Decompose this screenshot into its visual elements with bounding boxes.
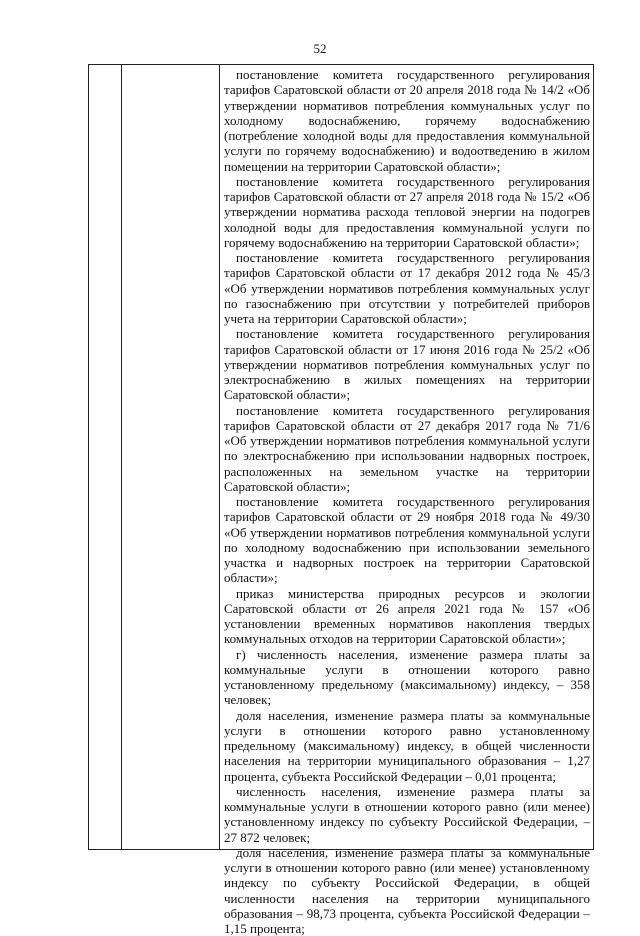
paragraph-population-share-max-index: доля населения, изменение размера платы за коммунальные услуги в отношении которого равно установленному предельному (максимальному) индексу, в общей численности населения на территории муниципального образования – 1,27 процента, субъекта Российской Федерации – 0,01 процента;: [224, 707, 590, 784]
table-content-cell: [224, 67, 590, 936]
paragraph-order-157: приказ министерства природных ресурсов и экологии Саратовской области от 26 апреля 2021 года № 157 «Об установлении временных нормативов накопления твердых коммунальных отходов на территории Саратовской области»;: [224, 585, 590, 647]
paragraph-resolution-14-2: постановление комитета государственного регулирования тарифов Саратовской области от 20 апреля 2018 года № 14/2 «Об утверждении нормативов потребления коммунальных услуг по холодному водоснабжению, горячему водоснабжению (потребление холодной воды для предоставления коммунальной услуги по горячему водоснабжению) и водоотведению в жилом помещении на территории Саратовской области»;: [224, 67, 590, 174]
paragraph-resolution-45-3: постановление комитета государственного регулирования тарифов Саратовской области от 17 декабря 2012 года № 45/3 «Об утверждении нормативов потребления коммунальных услуг по газоснабжению при отсутствии у потребителей приборов учета на территории Саратовской области»;: [224, 250, 590, 326]
paragraph-resolution-71-6: постановление комитета государственного регулирования тарифов Саратовской области от 27 декабря 2017 года № 71/6 «Об утверждении нормативов потребления коммунальной услуги по электроснабжению при использовании надворных построек, расположенных на земельном участке на территории Саратовской области»;: [224, 402, 590, 494]
paragraph-resolution-49-30: постановление комитета государственного регулирования тарифов Саратовской области от 29 ноября 2018 года № 49/30 «Об утверждении нормативов потребления коммунальной услуги по холодному водоснабжению при использовании земельного участка и надворных построек на территории Саратовской области»;: [224, 494, 590, 586]
column-divider-2: [219, 65, 220, 849]
page-number: 52: [313, 41, 327, 56]
paragraph-resolution-25-2: постановление комитета государственного регулирования тарифов Саратовской области от 17 июня 2016 года № 25/2 «Об утверждении нормативов потребления коммунальных услуг по электроснабжению в жилых помещениях на территории Саратовской области»;: [224, 326, 590, 403]
column-divider-1: [121, 65, 122, 849]
paragraph-population-share-regional-index: доля населения, изменение размера платы за коммунальные услуги в отношении которого равно (или менее) установленному индексу по субъекту Российской Федерации, в общей численности населения на территории муниципального образования – 98,73 процента, субъекта Российской Федерации – 1,15 процента;: [224, 844, 590, 936]
paragraph-resolution-15-2: постановление комитета государственного регулирования тарифов Саратовской области от 27 апреля 2018 года № 15/2 «Об утверждении норматива расхода тепловой энергии на подогрев холодной воды для предоставления коммунальной услуги по горячему водоснабжению на территории Саратовской области»;: [224, 173, 590, 250]
paragraph-population-count-regional-index: численность населения, изменение размера платы за коммунальные услуги в отношении которого равно (или менее) установленному индексу по субъекту Российской Федерации, – 27 872 человек;: [224, 783, 590, 845]
paragraph-population-count-max-index: г) численность населения, изменение размера платы за коммунальные услуги в отношении которого равно установленному предельному (максимальному) индексу, – 358 человек;: [224, 646, 590, 708]
document-table: [88, 64, 594, 936]
